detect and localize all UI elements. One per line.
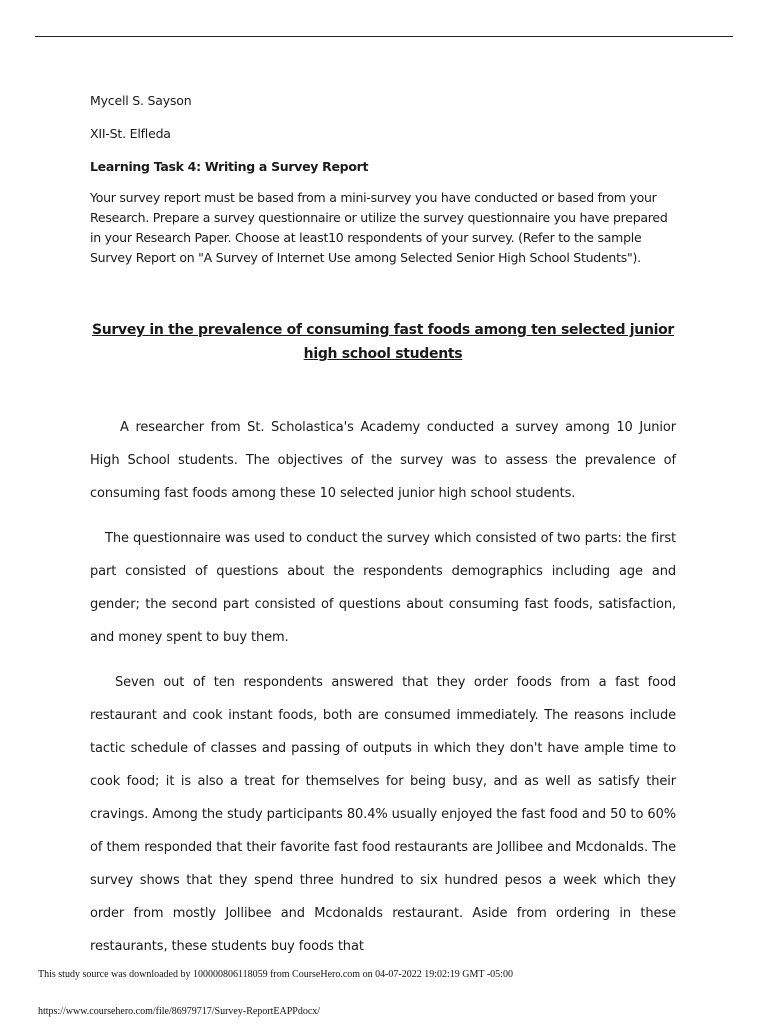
body-paragraph-2: The questionnaire was used to conduct the survey which consisted of two parts: the first part consisted of questions about the respondents demographics including age and gender; the second part consisted of questions about consuming fast foods, satisfaction, and money spent to buy them. (90, 531, 676, 645)
source-url[interactable]: https://www.coursehero.com/file/86979717/Survey-ReportEAPPdocx/ (38, 1006, 321, 1017)
author-name: Mycell S. Sayson (90, 93, 192, 108)
download-source-note: This study source was downloaded by 100000806118059 from CourseHero.com on 04-07-2022 19:02:19 GMT -05:00 (38, 969, 513, 980)
top-rule (35, 36, 733, 37)
survey-title: Survey in the prevalence of consuming fast foods among ten selected junior high school students (91, 322, 675, 362)
task-instructions: Your survey report must be based from a mini-survey you have conducted or based from your Research. Prepare a survey questionnaire or utilize the survey questionnaire you have prepared in your Research Paper. Choose at least10 respondents of your survey. (Refer to the sample Survey Report on "A Survey of Internet Use among Selected Senior High School Students"). (90, 190, 668, 265)
author-section: XII-St. Elfleda (90, 126, 171, 141)
body-paragraph-1: A researcher from St. Scholastica's Academy conducted a survey among 10 Junior High School students. The objectives of the survey was to assess the prevalence of consuming fast foods among these 10 selected junior high school students. (90, 420, 676, 501)
body-paragraph-3: Seven out of ten respondents answered that they order foods from a fast food restaurant and cook instant foods, both are consumed immediately. The reasons include tactic schedule of classes and passing of outputs in which they don't have ample time to cook food; it is also a treat for themselves for being busy, and as well as satisfy their cravings. Among the study participants 80.4% usually enjoyed the fast food and 50 to 60% of them responded that their favorite fast food restaurants are Jollibee and Mcdonalds. The survey shows that they spend three hundred to six hundred pesos a week which they order from mostly Jollibee and Mcdonalds restaurant. Aside from ordering in these restaurants, these students buy foods that (90, 675, 676, 954)
task-title: Learning Task 4: Writing a Survey Report (90, 159, 369, 174)
document-content (90, 92, 676, 963)
